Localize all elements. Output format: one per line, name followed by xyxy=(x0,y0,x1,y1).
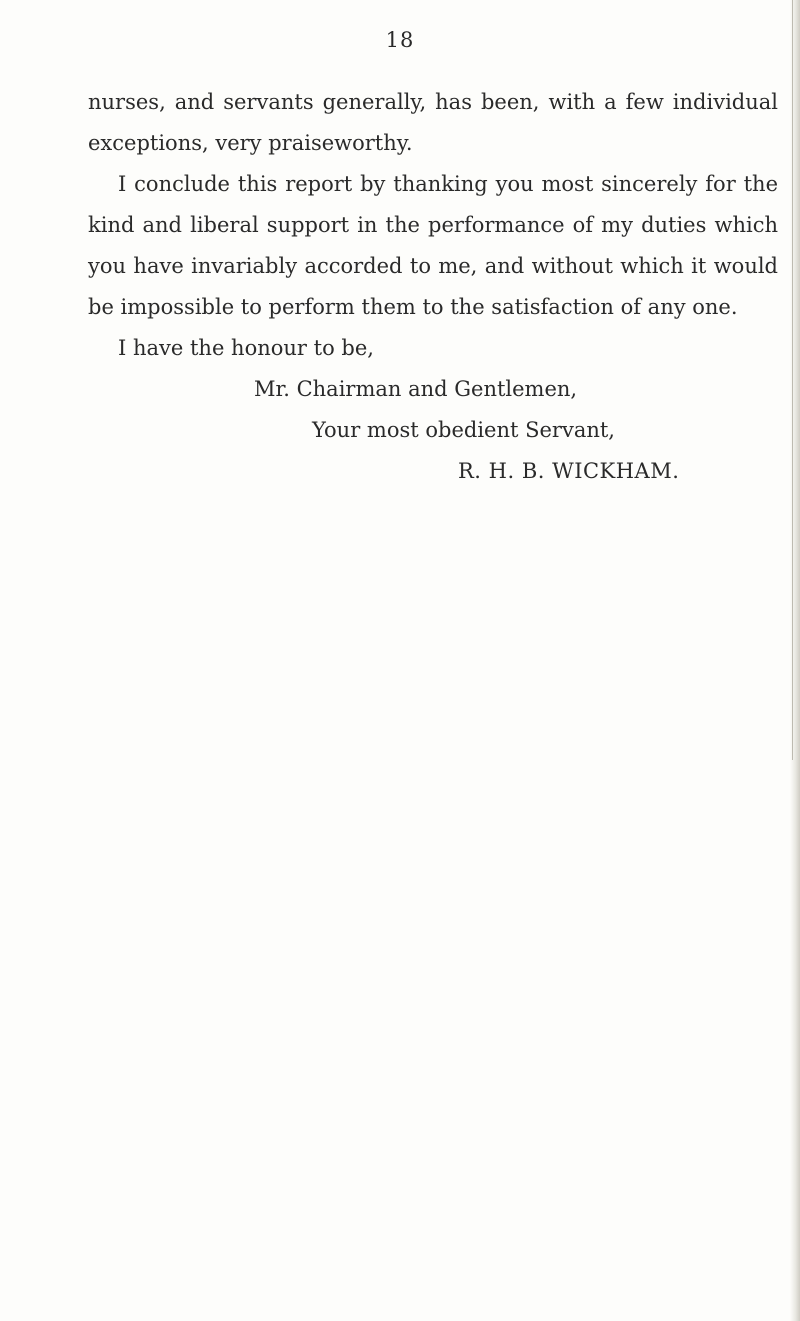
text-line: be impossible to perform them to the satisfaction of any one. xyxy=(88,295,738,319)
closing-honour: I have the honour to be, xyxy=(118,336,374,360)
text-line: kind and liberal support in the performance of my duties which xyxy=(88,213,778,237)
closing-valediction: Your most obedient Servant, xyxy=(312,418,615,442)
closing-block xyxy=(88,328,778,492)
text-line: exceptions, very praiseworthy. xyxy=(88,131,413,155)
page-number: 18 xyxy=(385,28,415,52)
text-line: you have invariably accorded to me, and without which it would xyxy=(88,254,778,278)
text-line: nurses, and servants generally, has been, with a few individual xyxy=(88,90,778,114)
text-line: I conclude this report by thanking you most sincerely for the xyxy=(118,172,778,196)
closing-salutation: Mr. Chairman and Gentlemen, xyxy=(254,377,578,401)
page-edge-line xyxy=(792,0,793,760)
signature: R. H. B. WICKHAM. xyxy=(458,459,680,483)
document-body xyxy=(88,82,778,492)
paragraph-1 xyxy=(88,82,778,164)
paragraph-2 xyxy=(88,164,778,328)
